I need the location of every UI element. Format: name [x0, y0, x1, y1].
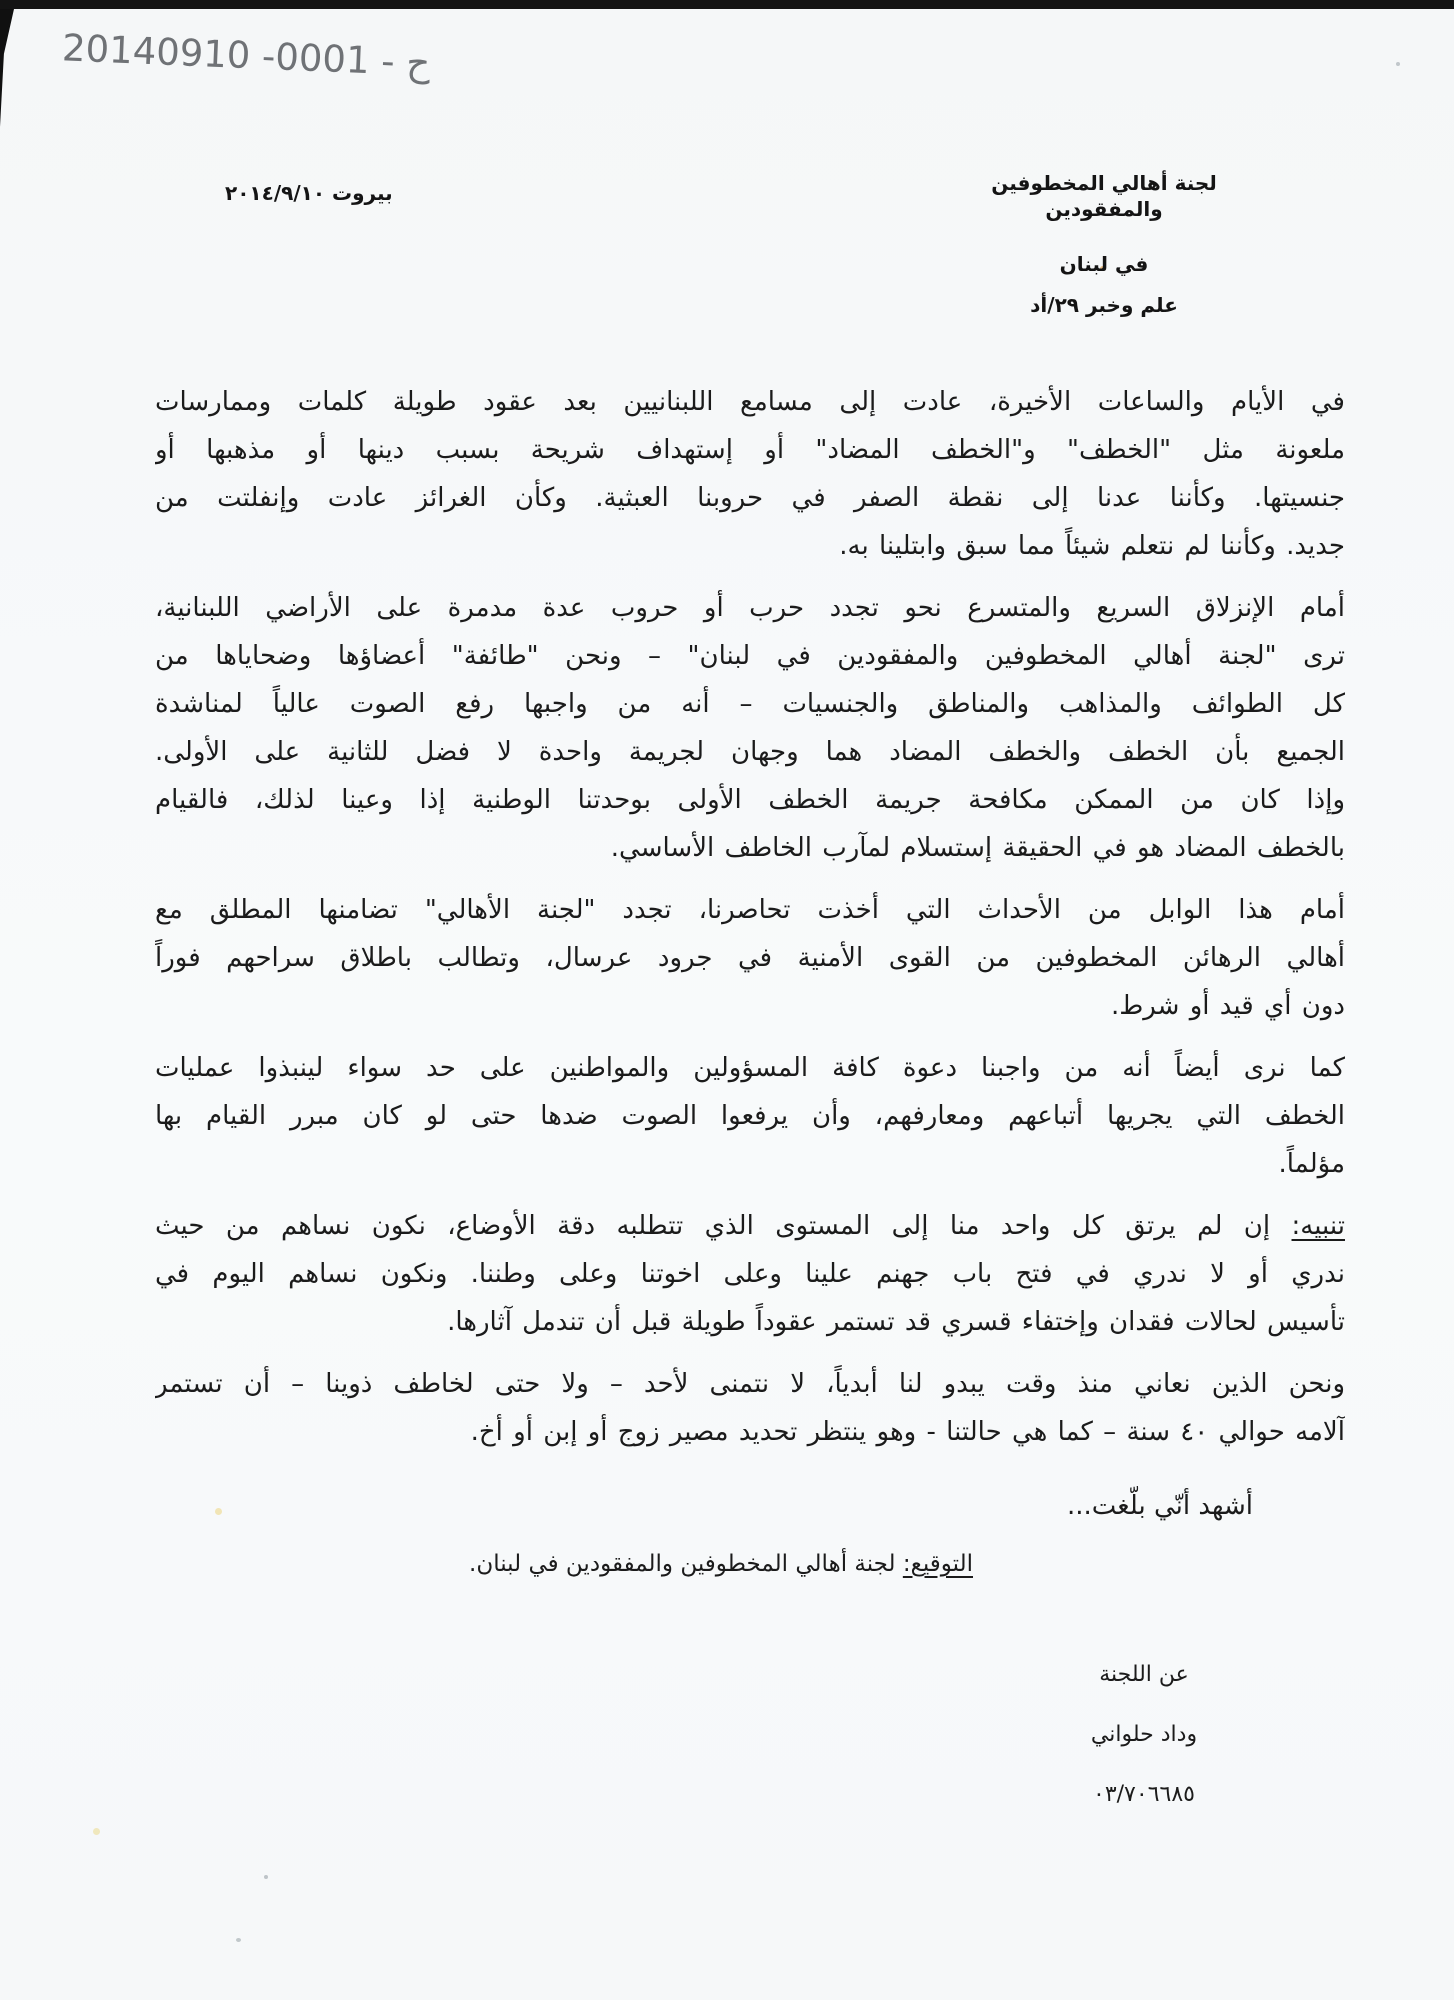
scan-speck [236, 1938, 241, 1942]
signature-text: لجنة أهالي المخطوفين والمفقودين في لبنان. [469, 1551, 903, 1577]
signature-label: التوقيع: [902, 1551, 973, 1577]
letterhead [939, 170, 1269, 318]
on-behalf-label: عن اللجنة [1099, 1662, 1189, 1687]
body-line: ترى "لجنة أهالي المخطوفين والمفقودين في لبنان" – ونحن "طائفة" أعضاؤها وضحاياها من [155, 641, 1345, 671]
org-name-line: لجنة أهالي المخطوفين والمفقودين [991, 171, 1217, 221]
scan-top-edge-artifact [0, 0, 1454, 9]
body-line: أمام هذا الوابل من الأحداث التي أخذت تحاصرنا، تجدد "لجنة الأهالي" تضامنها المطلق مع [155, 895, 1345, 925]
org-country-line: في لبنان [1059, 252, 1149, 276]
body-line: ملعونة مثل "الخطف" و"الخطف المضاد" أو إستهداف شريحة بسبب دينها أو مذهبها أو [155, 435, 1345, 465]
paragraph [155, 1360, 1345, 1456]
paragraph-notice [155, 1202, 1345, 1346]
body-line: تأسيس لحالات فقدان وإختفاء قسري قد تستمر عقوداً طويلة قبل أن تندمل آثارها. [447, 1307, 1345, 1337]
body-line: جديد. وكأننا لم نتعلم شيئاً مما سبق وابتلينا به. [839, 531, 1345, 561]
org-registration-line: علم وخبر ٢٩/أد [1030, 293, 1178, 317]
signatory-phone: ٠٣/٧٠٦٦٨٥ [1093, 1782, 1195, 1807]
letter-body [155, 378, 1345, 1588]
body-line: أهالي الرهائن المخطوفين من القوى الأمنية في جرود عرسال، وتطالب باطلاق سراحهم فوراً [155, 943, 1345, 973]
body-line: أمام الإنزلاق السريع والمتسرع نحو تجدد حرب أو حروب عدة مدمرة على الأراضي اللبنانية، [155, 593, 1345, 623]
signatory-name: وداد حلواني [1090, 1722, 1198, 1747]
paragraph [155, 886, 1345, 1030]
attestation-line: أشهد أنّي بلّغت... [1066, 1491, 1253, 1521]
notice-label: تنبيه: [1291, 1211, 1345, 1241]
body-line: الخطف التي يجريها أتباعهم ومعارفهم، وأن يرفعوا الصوت ضدها حتى لو كان مبرر القيام بها [155, 1101, 1345, 1131]
body-line: آلامه حوالي ٤٠ سنة – كما هي حالتنا - وهو ينتظر تحديد مصير زوج أو إبن أو أخ. [470, 1417, 1345, 1447]
body-line: ندري أو لا ندري في فتح باب جهنم علينا وعلى اخوتنا وعلى وطننا. ونكون نساهم اليوم في [155, 1259, 1345, 1289]
body-line [155, 1202, 1345, 1250]
signatory-block [984, 1645, 1304, 1825]
scan-speck [1396, 62, 1400, 66]
paragraph [155, 378, 1345, 570]
body-line: بالخطف المضاد هو في الحقيقة إستسلام لمآرب الخاطف الأساسي. [610, 833, 1345, 863]
body-line: ونحن الذين نعاني منذ وقت يبدو لنا أبدياً، لا نتمنى لأحد – ولا حتى لخاطف ذوينا – أن تستمر [155, 1369, 1345, 1399]
scan-speck [93, 1828, 100, 1835]
handwritten-reference-number: 20140910 -0001 - ح [61, 26, 432, 85]
body-line: جنسيتها. وكأننا عدنا إلى نقطة الصفر في حروبنا العبثية. وكأن الغرائز عادت وإنفلتت من [155, 483, 1345, 513]
body-line: الجميع بأن الخطف والخطف المضاد هما وجهان لجريمة واحدة لا فضل للثانية على الأولى. [155, 737, 1345, 767]
paragraph [155, 1044, 1345, 1188]
signature-line [155, 1540, 1345, 1588]
body-line: مؤلماً. [1278, 1149, 1345, 1179]
paragraph [155, 584, 1345, 872]
body-line: كل الطوائف والمذاهب والمناطق والجنسيات – أنه من واجبها رفع الصوت عالياً لمناشدة [155, 689, 1345, 719]
scan-speck [264, 1875, 268, 1879]
body-line: وإذا كان من الممكن مكافحة جريمة الخطف الأولى بوحدتنا الوطنية إذا وعينا لذلك، فالقيام [155, 785, 1345, 815]
dateline: بيروت ٢٠١٤/٩/١٠ [225, 181, 393, 205]
body-line: كما نرى أيضاً أنه من واجبنا دعوة كافة المسؤولين والمواطنين على حد سواء لينبذوا عمليات [155, 1053, 1345, 1083]
body-line: دون أي قيد أو شرط. [1110, 991, 1345, 1021]
body-line: في الأيام والساعات الأخيرة، عادت إلى مسامع اللبنانيين بعد عقود طويلة كلمات وممارسات [155, 387, 1345, 417]
scan-corner-artifact [0, 9, 14, 127]
body-line-text: إن لم يرتق كل واحد منا إلى المستوى الذي تتطلبه دقة الأوضاع، نكون نساهم من حيث [155, 1211, 1292, 1241]
